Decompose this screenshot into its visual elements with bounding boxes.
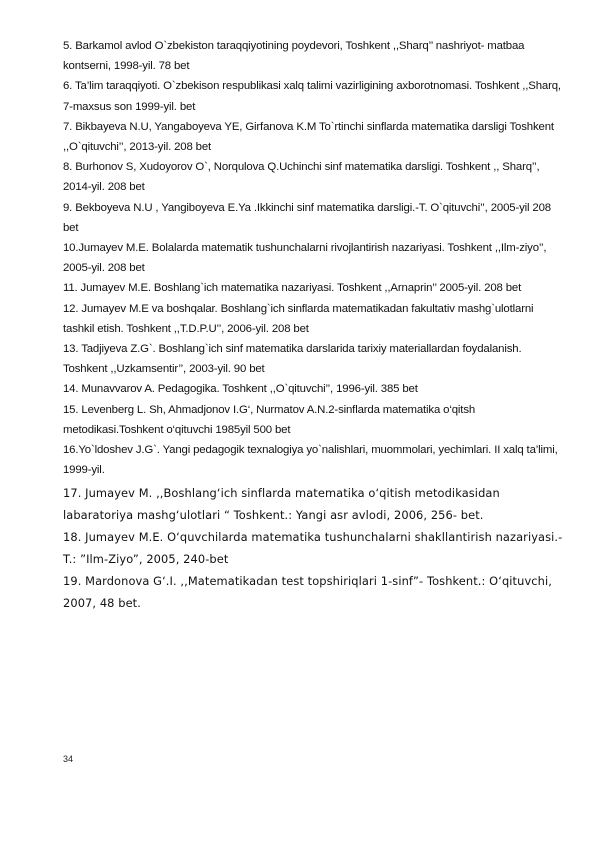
page-number: 34 <box>63 754 74 764</box>
reference-item: 5. Barkamol avlod O`zbekiston taraqqiyotining poydevori, Toshkent ,,Sharq’’ nashriyot- matbaa kontserni, 1998-yil. 78 bet <box>63 40 525 73</box>
reference-item: 14. Munavvarov A. Pedagogika. Toshkent ,,O`qituvchi’’, 1996-yil. 385 bet <box>63 383 418 396</box>
reference-list <box>63 36 563 614</box>
reference-item: 12. Jumayev M.E va boshqalar. Boshlang`ich sinflarda matematikadan fakultativ mashg`ulotlarni tashkil etish. Toshkent ,,T.D.P.U’’, 2006-yil. 208 bet <box>63 302 534 335</box>
reference-item: 7. Bikbayeva N.U, Yangaboyeva YE, Girfanova K.M To`rtinchi sinflarda matematika darsligi Toshkent ,,O`qituvchi’’, 2013-yil. 208 bet <box>63 120 554 154</box>
reference-item: 19. Mardonova G‘.I. ,,Matematikadan test topshiriqlari 1-sinf”- Toshkent.: O‘qituvchi, 2007, 48 bet. <box>63 574 552 611</box>
reference-item: 15. Levenberg L. Sh, Ahmadjonov I.G‘, Nurmatov A.N.2-sinflarda matematika o‘qitsh metodikasi.Toshkent o‘qituvchi 1985yil 500 bet <box>63 403 476 436</box>
reference-item: 17. Jumayev M. ,,Boshlang‘ich sinflarda matematika o‘qitish metodikasidan labaratoriya mashg‘ulotlari “ Toshkent.: Yangi asr avlodi, 2006, 256- bet. <box>63 486 500 523</box>
reference-item: 16.Yo`ldoshev J.G`. Yangi pedagogik texnalogiya yo`nalishlari, muommolari, yechimlari. II xalq ta’limi, 1999-yil. <box>63 444 558 477</box>
reference-item: 13. Tadjiyeva Z.G`. Boshlang`ich sinf matematika darslarida tarixiy materiallardan foydalanish. Toshkent ,,Uzkamsentir’’, 2003-yil. 90 bet <box>63 343 522 376</box>
reference-item: 6. Ta’lim taraqqiyoti. O`zbekison respublikasi xalq talimi vazirligining axborotnomasi. Toshkent ,,Sharq, 7-maxsus son 1999-yil. bet <box>63 80 561 113</box>
reference-item: 18. Jumayev M.E. O‘quvchilarda matematika tushunchalarni shakllantirish nazariyasi.-T.: ”Ilm-Ziyo”, 2005, 240-bet <box>63 530 563 567</box>
reference-item: 11. Jumayev M.E. Boshlang`ich matematika nazariyasi. Toshkent ,,Arnaprin’’ 2005-yil. 208 bet <box>63 282 522 295</box>
reference-item: 10.Jumayev M.E. Bolalarda matematik tushunchalarni rivojlantirish nazariyasi. Toshkent ,,Ilm-ziyo’’, 2005-yil. 208 bet <box>63 242 547 275</box>
reference-item: 9. Bekboyeva N.U , Yangiboyeva E.Ya .Ikkinchi sinf matematika darsligi.-T. O`qituvchi’’, 2005-yil 208 bet <box>63 201 551 234</box>
reference-item: 8. Burhonov S, Xudoyorov O`, Norqulova Q.Uchinchi sinf matematika darsligi. Toshkent ,, Sharq’’, 2014-yil. 208 bet <box>63 161 540 194</box>
